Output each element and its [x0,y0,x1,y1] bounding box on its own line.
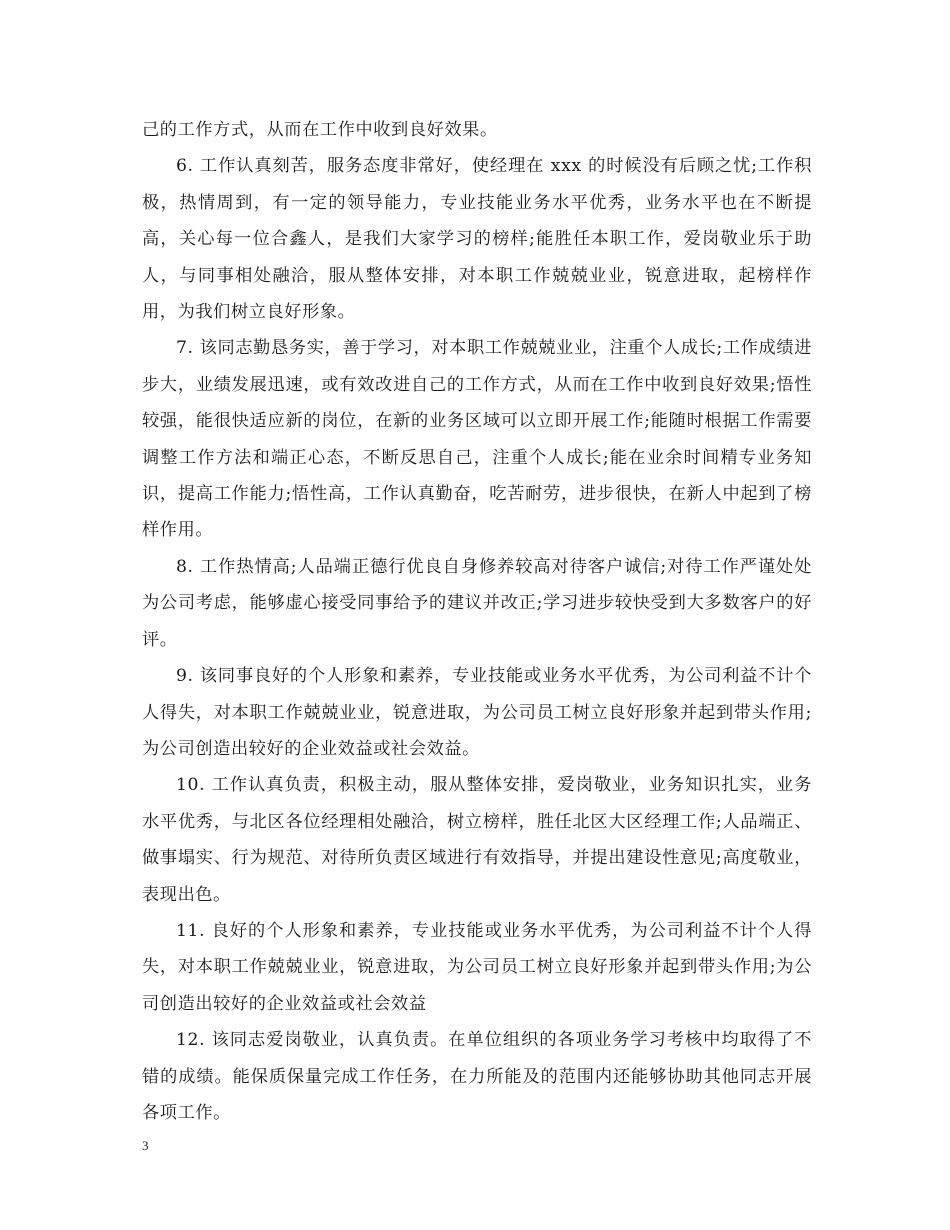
paragraph-item-10: 10. 工作认真负责，积极主动，服从整体安排，爱岗敬业，业务知识扎实，业务水平优秀，与北区各位经理相处融洽，树立榜样，胜任北区大区经理工作;人品端正、做事塌实、行为规范、对待所负责区域进行有效指导，并提出建设性意见;高度敬业，表现出色。 [142,775,812,905]
paragraph-item-12: 12. 该同志爱岗敬业，认真负责。在单位组织的各项业务学习考核中均取得了不错的成绩。能保质保量完成工作任务，在力所能及的范围内还能够协助其他同志开展各项工作。 [142,1030,812,1123]
paragraph-item-8: 8. 工作热情高;人品端正德行优良自身修养较高对待客户诚信;对待工作严谨处处为公司考虑，能够虚心接受同事给予的建议并改正;学习进步较快受到大多数客户的好评。 [142,556,812,650]
page-number: 3 [142,1138,149,1153]
document-body [142,112,812,1131]
paragraph-item-9: 9. 该同事良好的个人形象和素养，专业技能或业务水平优秀，为公司利益不计个人得失，对本职工作兢兢业业，锐意进取，为公司员工树立良好形象并起到带头作用;为公司创造出较好的企业效益或社会效益。 [142,666,812,759]
paragraph-item-6: 6. 工作认真刻苦，服务态度非常好，使经理在 xxx 的时候没有后顾之忧;工作积极，热情周到，有一定的领导能力，专业技能业务水平优秀，业务水平也在不断提高，关心每一位合鑫人，是我们大家学习的榜样;能胜任本职工作，爱岗敬业乐于助人，与同事相处融洽，服从整体安排，对本职工作兢兢业业，锐意进取，起榜样作用，为我们树立良好形象。 [142,156,812,323]
paragraph-continuation: 己的工作方式，从而在工作中收到良好效果。 [142,120,498,140]
paragraph-item-11: 11. 良好的个人形象和素养，专业技能或业务水平优秀，为公司利益不计个人得失，对本职工作兢兢业业，锐意进取，为公司员工树立良好形象并起到带头作用;为公司创造出较好的企业效益或社会效益 [142,920,812,1014]
paragraph-item-7: 7. 该同志勤恳务实，善于学习，对本职工作兢兢业业，注重个人成长;工作成绩进步大，业绩发展迅速，或有效改进自己的工作方式，从而在工作中收到良好效果;悟性较强，能很快适应新的岗位，在新的业务区域可以立即开展工作;能随时根据工作需要调整工作方法和端正心态，不断反思自己，注重个人成长;能在业余时间精专业务知识，提高工作能力;悟性高，工作认真勤奋，吃苦耐劳，进步很快，在新人中起到了榜样作用。 [142,338,812,541]
